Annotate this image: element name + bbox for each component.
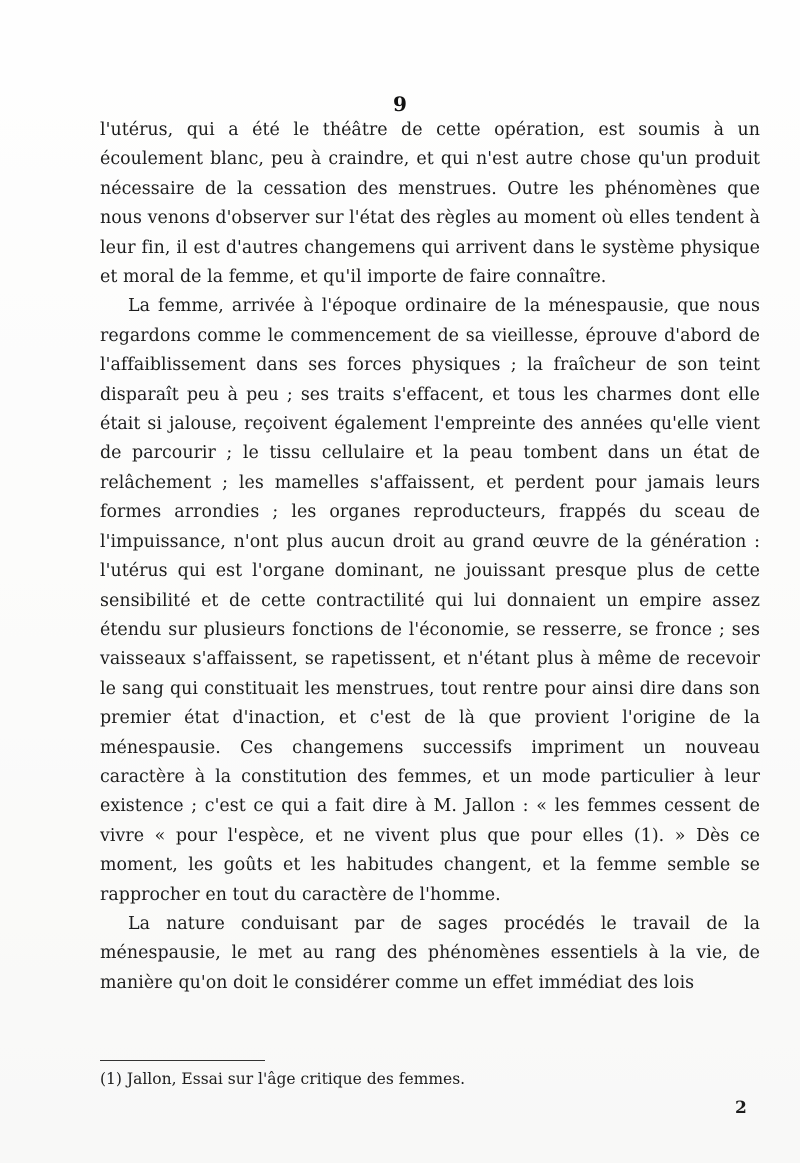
page-number: 9 [393, 92, 407, 116]
footnote: (1) Jallon, Essai sur l'âge critique des femmes. [100, 1070, 466, 1088]
paragraph-nature: La nature conduisant par de sages procédés le travail de la ménespausie, le met au rang des phénomènes essentiels à la vie, de manière qu'on doit le considérer comme un effet immédiat des lois [100, 913, 760, 993]
body-text [100, 116, 760, 998]
signature-mark: 2 [735, 1098, 747, 1118]
paragraph-menopause-changes: La femme, arrivée à l'époque ordinaire de la ménespausie, que nous regardons comme le commencement de sa vieillesse, éprouve d'abord de l'affaiblissement dans ses forces physiques ; la fraîcheur de son teint disparaît peu à peu ; ses traits s'effacent, et tous les charmes dont elle était si jalouse, reçoivent également l'empreinte des années qu'elle vient de parcourir ; le tissu cellulaire et la peau tombent dans un état de relâchement ; les mamelles s'affaissent, et perdent pour jamais leurs formes arrondies ; les organes reproducteurs, frappés du sceau de l'impuissance, n'ont plus aucun droit au grand œuvre de la génération : l'utérus qui est l'organe dominant, ne jouissant presque plus de cette sensibilité et de cette contractilité qui lui donnaient un empire assez étendu sur plusieurs fonctions de l'économie, se resserre, se fronce ; ses vaisseaux s'affaissent, se rapetissent, et n'étant plus à même de recevoir le sang qui constituait les menstrues, tout rentre pour ainsi dire dans son premier état d'inaction, et c'est de là que provient l'origine de la ménespausie. Ces changemens successifs impriment un nouveau caractère à la constitution des femmes, et un mode particulier à leur existence ; c'est ce qui a fait dire à M. Jallon : « les femmes cessent de vivre « pour l'espèce, et ne vivent plus que pour elles (1). » Dès ce moment, les goûts et les habitudes changent, et la femme semble se rapprocher en tout du caractère de l'homme. [100, 296, 760, 905]
footnote-divider [100, 1060, 265, 1061]
paragraph-continued: l'utérus, qui a été le théâtre de cette opération, est soumis à un écoulement blanc, peu à craindre, et qui n'est autre chose qu'un produit nécessaire de la cessation des menstrues. Outre les phénomènes que nous venons d'observer sur l'état des règles au moment où elles tendent à leur fin, il est d'autres changemens qui arrivent dans le système physique et moral de la femme, et qu'il importe de faire connaître. [100, 120, 760, 288]
